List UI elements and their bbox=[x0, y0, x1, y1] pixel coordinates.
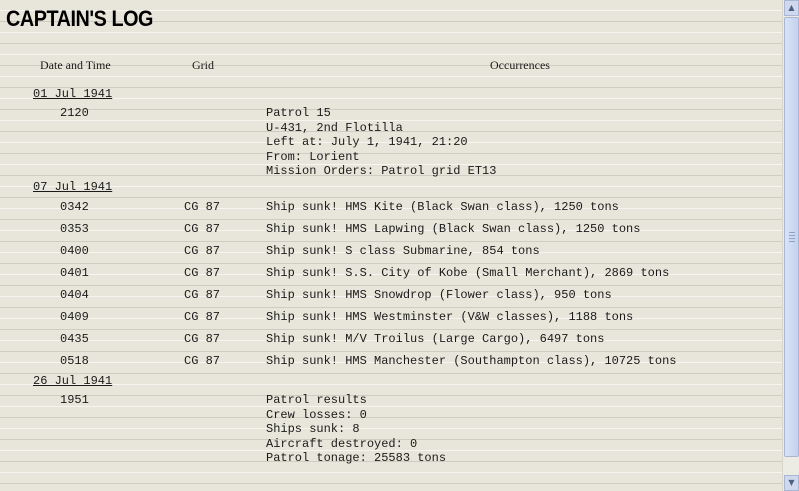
date-heading-text: 01 Jul 1941 bbox=[33, 87, 113, 101]
entry-occurrence bbox=[266, 266, 669, 281]
entry-time: 0409 bbox=[60, 310, 89, 324]
occurrence-line: Ship sunk! S.S. City of Kobe (Small Merchant), 2869 tons bbox=[266, 266, 670, 280]
scrollbar-thumb[interactable] bbox=[784, 17, 799, 457]
occurrence-line: Left at: July 1, 1941, 21:20 bbox=[266, 135, 468, 150]
occurrence-line: Ship sunk! HMS Westminster (V&W classes), 1188 tons bbox=[266, 310, 634, 324]
entry-time: 0400 bbox=[60, 244, 89, 258]
date-heading bbox=[0, 85, 782, 103]
occurrence-line: Crew losses: 0 bbox=[266, 407, 367, 422]
occurrence-line: Ship sunk! HMS Manchester (Southampton class), 10725 tons bbox=[266, 354, 677, 368]
occurrence-line: Ship sunk! HMS Snowdrop (Flower class), 950 tons bbox=[266, 288, 612, 302]
entry-occurrence bbox=[266, 332, 604, 347]
vertical-scrollbar[interactable] bbox=[782, 0, 799, 491]
entry-occurrence bbox=[266, 244, 540, 259]
entry-grid: CG 87 bbox=[184, 310, 221, 324]
log-entry-row bbox=[0, 196, 782, 218]
column-header-grid: Grid bbox=[192, 58, 214, 72]
occurrence-line: Patrol tonage: 25583 tons bbox=[266, 451, 447, 466]
date-heading-text: 26 Jul 1941 bbox=[33, 374, 113, 388]
occurrence-line: Mission Orders: Patrol grid ET13 bbox=[266, 164, 497, 179]
occurrence-line: Patrol results bbox=[266, 393, 367, 407]
log-entry-row bbox=[0, 328, 782, 350]
occurrence-line: Patrol 15 bbox=[266, 106, 331, 120]
entry-grid: CG 87 bbox=[184, 222, 221, 236]
entry-occurrence bbox=[266, 393, 446, 466]
occurrence-line: Ship sunk! M/V Troilus (Large Cargo), 6497 tons bbox=[266, 332, 605, 346]
entry-time: 1951 bbox=[60, 393, 89, 407]
occurrence-line: Aircraft destroyed: 0 bbox=[266, 436, 418, 451]
occurrence-line: U-431, 2nd Flotilla bbox=[266, 120, 403, 135]
page-title: CAPTAIN'S LOG bbox=[6, 6, 153, 31]
entry-time: 0401 bbox=[60, 266, 89, 280]
entry-grid: CG 87 bbox=[184, 200, 221, 214]
date-heading bbox=[0, 372, 782, 390]
entry-time: 0518 bbox=[60, 354, 89, 368]
occurrence-line: Ship sunk! HMS Kite (Black Swan class), 1250 tons bbox=[266, 200, 619, 214]
entry-time: 0342 bbox=[60, 200, 89, 214]
date-heading bbox=[0, 178, 782, 196]
scroll-down-arrow-icon[interactable]: ▼ bbox=[784, 475, 799, 491]
entry-occurrence bbox=[266, 354, 676, 369]
log-entry-row bbox=[0, 390, 782, 465]
log-entry-row bbox=[0, 306, 782, 328]
entry-grid: CG 87 bbox=[184, 266, 221, 280]
entry-occurrence bbox=[266, 288, 612, 303]
log-entry-row bbox=[0, 103, 782, 178]
log-entry-row bbox=[0, 350, 782, 372]
entry-occurrence bbox=[266, 222, 640, 237]
entry-occurrence bbox=[266, 106, 496, 179]
occurrence-line: From: Lorient bbox=[266, 149, 360, 164]
date-heading-text: 07 Jul 1941 bbox=[33, 180, 113, 194]
entry-grid: CG 87 bbox=[184, 354, 221, 368]
occurrence-line: Ship sunk! HMS Lapwing (Black Swan class), 1250 tons bbox=[266, 222, 641, 236]
entry-grid: CG 87 bbox=[184, 244, 221, 258]
log-entries bbox=[0, 85, 782, 465]
entry-occurrence bbox=[266, 200, 619, 215]
log-entry-row bbox=[0, 240, 782, 262]
log-entry-row bbox=[0, 218, 782, 240]
occurrence-line: Ship sunk! S class Submarine, 854 tons bbox=[266, 244, 540, 258]
column-header-date-time: Date and Time bbox=[40, 58, 111, 72]
entry-occurrence bbox=[266, 310, 633, 325]
occurrence-line: Ships sunk: 8 bbox=[266, 422, 360, 437]
entry-grid: CG 87 bbox=[184, 288, 221, 302]
entry-time: 0404 bbox=[60, 288, 89, 302]
log-entry-row bbox=[0, 262, 782, 284]
entry-time: 0353 bbox=[60, 222, 89, 236]
entry-grid: CG 87 bbox=[184, 332, 221, 346]
entry-time: 0435 bbox=[60, 332, 89, 346]
log-entry-row bbox=[0, 284, 782, 306]
column-header-occurrences: Occurrences bbox=[490, 58, 550, 72]
entry-time: 2120 bbox=[60, 106, 89, 120]
scroll-up-arrow-icon[interactable]: ▲ bbox=[784, 0, 799, 16]
